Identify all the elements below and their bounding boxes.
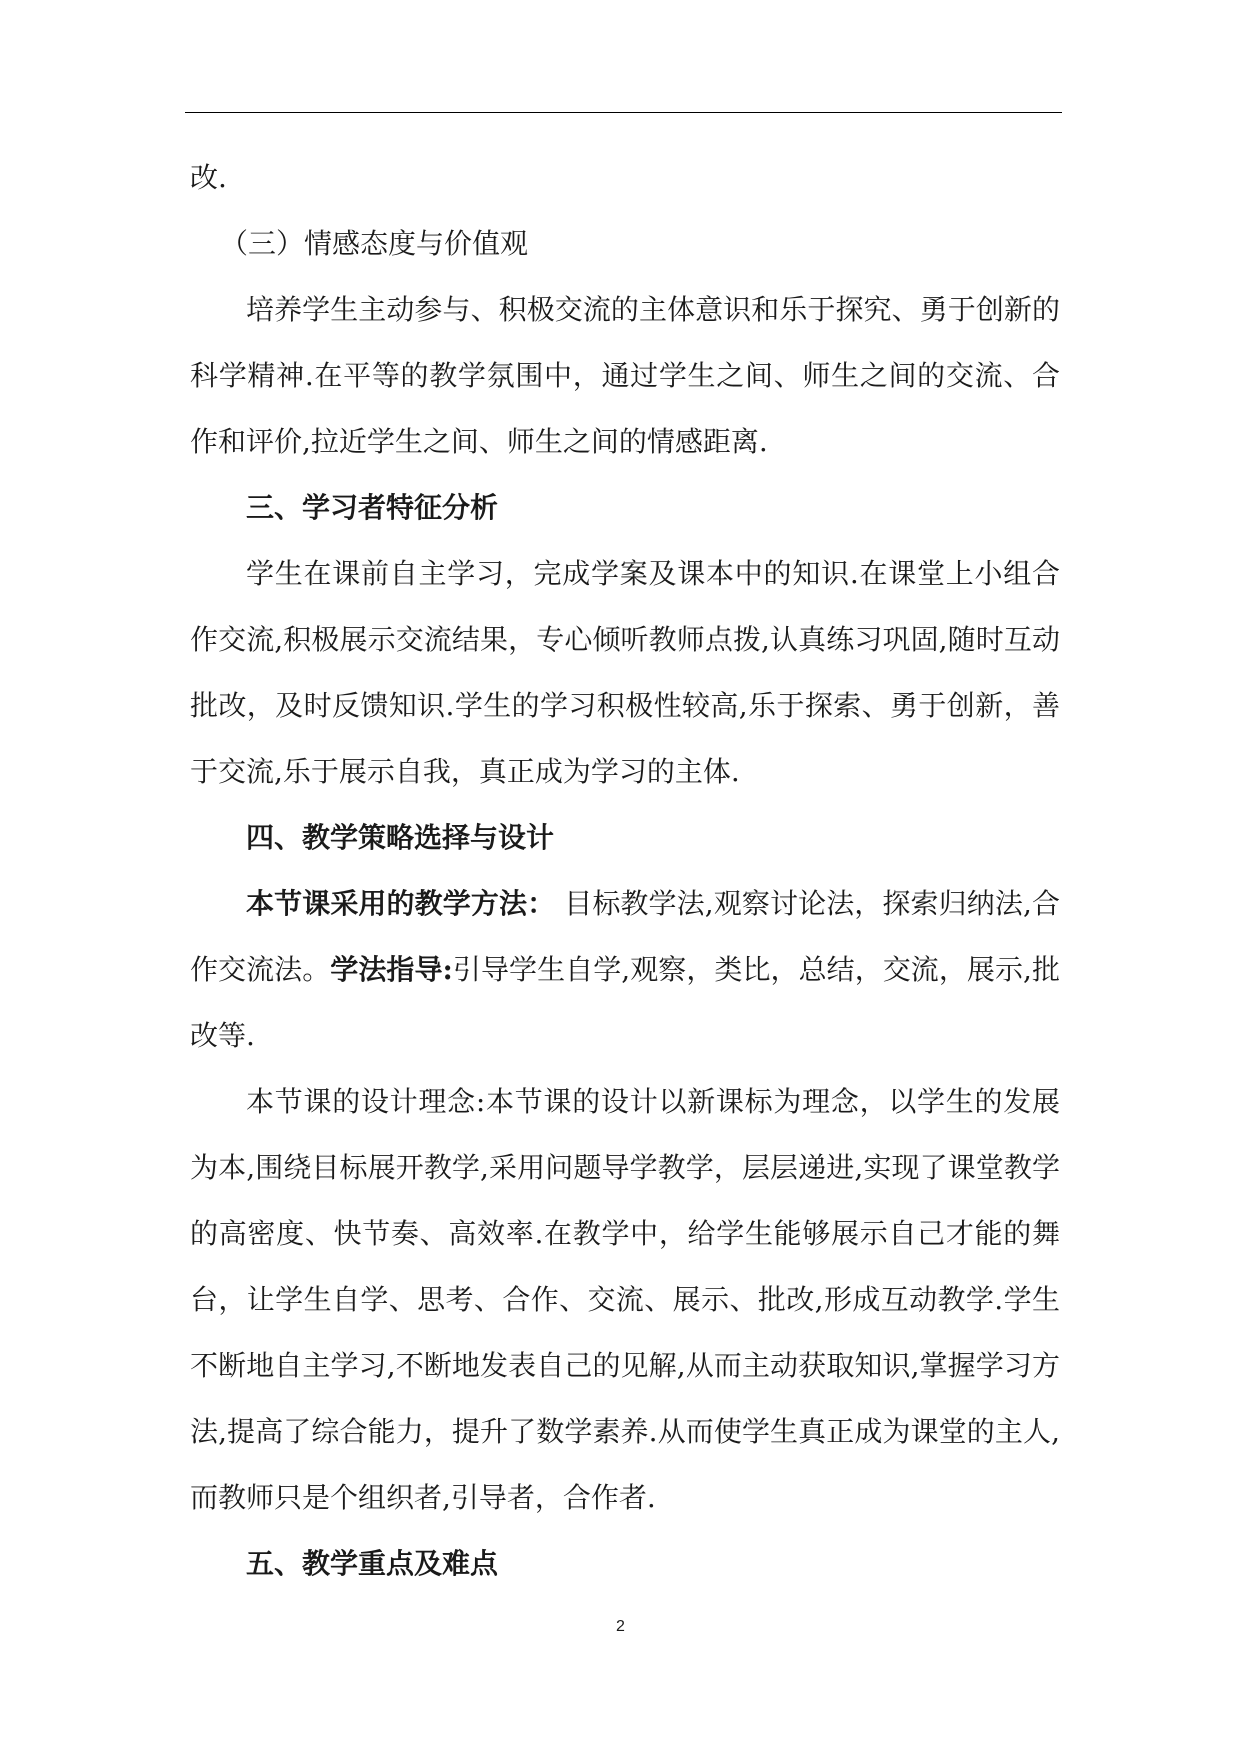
section-heading-strategy: 四、教学策略选择与设计 xyxy=(246,821,555,854)
section-heading-learner: 三、学习者特征分析 xyxy=(246,491,499,524)
methods-text: 目标教学法,观察讨论法，探索归纳法,合作交流法。 xyxy=(190,887,1060,986)
paragraph-design-concept: 本节课的设计理念:本节课的设计以新课标为理念，以学生的发展为本,围绕目标展开教学,采用问题导学教学，层层递进,实现了课堂教学的高密度、快节奏、高效率.在教学中，给学生能够展示自己才能的舞台，让学生自学、思考、合作、交流、展示、批改,形成互动教学.学生不断地自主学习,不断地发表自己的见解,从而主动获取知识,掌握学习方法,提高了综合能力，提升了数学素养.从而使学生真正成为课堂的主人,而教师只是个组织者,引导者，合作者. xyxy=(190,1085,1060,1514)
paragraph-learner: 学生在课前自主学习，完成学案及课本中的知识.在课堂上小组合作交流,积极展示交流结果，专心倾听教师点拨,认真练习巩固,随时互动批改，及时反馈知识.学生的学习积极性较高,乐于探索、勇于创新，善于交流,乐于展示自我，真正成为学习的主体. xyxy=(190,557,1060,788)
guidance-label: 学法指导: xyxy=(330,953,453,986)
guidance-text: 引导学生自学,观察，类比，总结，交流，展示,批改等. xyxy=(190,953,1060,1052)
page-number: 2 xyxy=(616,1618,625,1635)
paragraph-emotion: 培养学生主动参与、积极交流的主体意识和乐于探究、勇于创新的科学精神.在平等的教学氛围中，通过学生之间、师生之间的交流、合作和评价,拉近学生之间、师生之间的情感距离. xyxy=(190,293,1060,458)
page-content xyxy=(190,145,1060,1597)
header-rule xyxy=(185,112,1062,113)
subsection-title: （三）情感态度与价值观 xyxy=(220,227,529,260)
methods-label: 本节课采用的教学方法： xyxy=(246,887,556,920)
paragraph-methods xyxy=(190,871,1060,1069)
section-heading-key-points: 五、教学重点及难点 xyxy=(246,1547,499,1580)
paragraph-continuation: 改. xyxy=(190,161,227,194)
